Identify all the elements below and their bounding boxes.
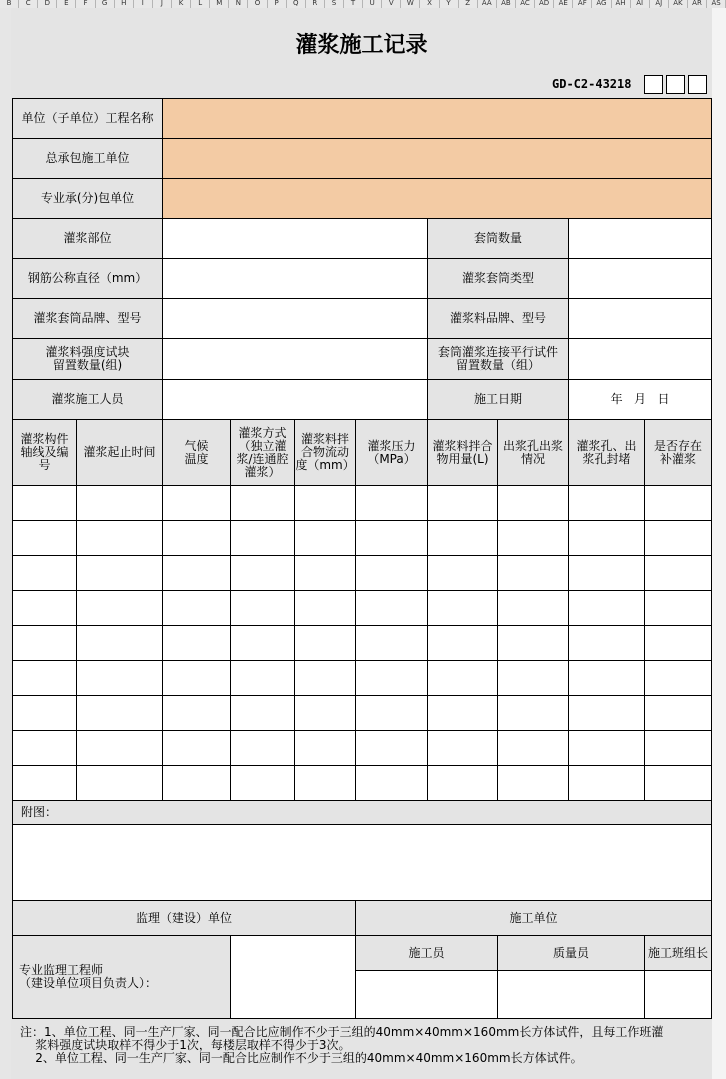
column-header-cell[interactable]: J [153, 0, 172, 8]
record-cell[interactable] [498, 556, 569, 591]
table-row [13, 766, 712, 801]
quality-inspector-signature[interactable] [498, 971, 645, 1019]
code-box-3[interactable] [688, 75, 707, 94]
record-cell[interactable] [498, 766, 569, 801]
record-cell[interactable] [498, 486, 569, 521]
record-cell[interactable] [356, 661, 428, 696]
label-personnel: 灌浆施工人员 [13, 380, 163, 420]
supervising-engineer-signature[interactable] [231, 936, 356, 1019]
record-cell[interactable] [163, 731, 231, 766]
column-header-cell[interactable]: C [19, 0, 38, 8]
column-header-cell[interactable]: F [76, 0, 95, 8]
record-cell[interactable] [428, 731, 498, 766]
col-header-outflow-l1: 出浆孔出浆 [503, 438, 564, 453]
record-cell[interactable] [77, 626, 163, 661]
record-cell[interactable] [428, 591, 498, 626]
record-cell[interactable] [295, 556, 356, 591]
record-cell[interactable] [428, 661, 498, 696]
record-cell[interactable] [231, 626, 295, 661]
code-box-2[interactable] [666, 75, 685, 94]
record-cell[interactable] [295, 591, 356, 626]
record-cell[interactable] [13, 626, 77, 661]
column-header-cell[interactable]: Z [459, 0, 478, 8]
parallel-specimens-line2: 留置数量（组） [456, 358, 541, 372]
col-header-fluidity-l1: 灌浆料拌 [301, 432, 350, 446]
column-header-cell[interactable]: Q [287, 0, 306, 8]
col-header-regrout [645, 420, 712, 486]
record-cell[interactable] [295, 486, 356, 521]
column-header-cell[interactable]: L [191, 0, 210, 8]
record-cell[interactable] [498, 731, 569, 766]
column-header-cell[interactable]: O [248, 0, 267, 8]
col-header-fluidity-l2: 合物流动 [301, 445, 350, 459]
record-cell[interactable] [231, 521, 295, 556]
column-header-cell[interactable]: M [210, 0, 229, 8]
col-header-temperature [163, 420, 231, 486]
column-header-cell[interactable]: AH [612, 0, 631, 8]
label-grout-brand: 灌浆料品牌、型号 [428, 299, 569, 339]
record-cell[interactable] [356, 486, 428, 521]
column-header-cell[interactable]: AF [573, 0, 592, 8]
column-header-cell[interactable]: T [344, 0, 363, 8]
record-cell[interactable] [231, 766, 295, 801]
record-cell[interactable] [356, 731, 428, 766]
label-strength-specimens [13, 339, 163, 380]
record-cell[interactable] [645, 591, 712, 626]
record-cell[interactable] [428, 521, 498, 556]
record-cell[interactable] [295, 731, 356, 766]
col-header-time [77, 420, 163, 486]
record-cell[interactable] [231, 556, 295, 591]
record-cell[interactable] [77, 661, 163, 696]
column-header-cell[interactable]: I [134, 0, 153, 8]
col-header-method [231, 420, 295, 486]
column-header-cell[interactable]: D [38, 0, 57, 8]
record-cell[interactable] [77, 486, 163, 521]
record-cell[interactable] [645, 766, 712, 801]
record-cell[interactable] [428, 626, 498, 661]
record-cell[interactable] [569, 626, 645, 661]
supervision-unit-label: 监理（建设）单位 [13, 901, 356, 936]
record-cell[interactable] [569, 661, 645, 696]
column-header-cell[interactable]: U [363, 0, 382, 8]
record-cell[interactable] [163, 591, 231, 626]
record-cell[interactable] [356, 626, 428, 661]
record-cell[interactable] [295, 521, 356, 556]
record-cell[interactable] [231, 731, 295, 766]
record-cell[interactable] [231, 591, 295, 626]
table-row [13, 486, 712, 521]
col-header-sealing [569, 420, 645, 486]
label-grout-location: 灌浆部位 [13, 219, 163, 259]
quality-inspector-label: 质量员 [498, 936, 645, 971]
column-header-cell[interactable]: E [57, 0, 76, 8]
grouting-record-table [12, 98, 712, 1019]
record-cell[interactable] [13, 486, 77, 521]
record-cell[interactable] [498, 521, 569, 556]
parallel-specimens-field[interactable] [569, 339, 712, 380]
record-cell[interactable] [77, 696, 163, 731]
column-header-cell[interactable]: AC [516, 0, 535, 8]
record-cell[interactable] [428, 556, 498, 591]
record-cell[interactable] [645, 486, 712, 521]
general-contractor-field[interactable] [163, 139, 712, 179]
column-header-cell[interactable]: W [401, 0, 420, 8]
team-leader-label: 施工班组长 [645, 936, 712, 971]
col-header-sealing-l2: 浆孔封堵 [582, 451, 631, 466]
column-header-cell[interactable]: V [382, 0, 401, 8]
column-header-cell[interactable]: AR [688, 0, 707, 8]
record-cell[interactable] [13, 556, 77, 591]
record-cell[interactable] [13, 591, 77, 626]
record-cell[interactable] [77, 731, 163, 766]
sub-contractor-field[interactable] [163, 179, 712, 219]
record-cell[interactable] [77, 766, 163, 801]
column-header-cell[interactable]: AD [535, 0, 554, 8]
col-header-temperature-l1: 气候 [184, 438, 209, 453]
record-cell[interactable] [163, 661, 231, 696]
team-leader-signature[interactable] [645, 971, 712, 1019]
col-header-sealing-l1: 灌浆孔、出 [576, 438, 637, 453]
record-cell[interactable] [645, 731, 712, 766]
record-cell[interactable] [231, 661, 295, 696]
col-header-volume-l1: 灌浆料拌合 [432, 438, 493, 453]
record-cell[interactable] [295, 766, 356, 801]
column-header-cell[interactable]: H [115, 0, 134, 8]
sleeve-brand-field[interactable] [163, 299, 428, 339]
worker-label: 施工员 [356, 936, 498, 971]
label-sub-contractor: 专业承(分)包单位 [13, 179, 163, 219]
record-cell[interactable] [645, 556, 712, 591]
col-header-time-l1: 灌浆起止时间 [83, 445, 156, 459]
record-cell[interactable] [13, 731, 77, 766]
table-row [13, 731, 712, 766]
column-header-cell[interactable]: AB [497, 0, 516, 8]
record-cell[interactable] [163, 556, 231, 591]
table-row [13, 556, 712, 591]
table-row [13, 696, 712, 731]
column-header-cell[interactable]: AK [669, 0, 688, 8]
attachment-area[interactable] [13, 825, 712, 901]
col-header-method-l4: 灌浆） [244, 464, 281, 479]
col-header-regrout-l1: 是否存在 [654, 438, 703, 453]
record-cell[interactable] [645, 661, 712, 696]
record-cell[interactable] [569, 766, 645, 801]
col-header-component-l2: 轴线及编 [20, 445, 69, 459]
record-cell[interactable] [356, 591, 428, 626]
table-row [13, 521, 712, 556]
construction-unit-label: 施工单位 [356, 901, 712, 936]
label-sleeve-type: 灌浆套筒类型 [428, 259, 569, 299]
column-header-cell[interactable]: AJ [650, 0, 669, 8]
label-sleeve-brand: 灌浆套筒品牌、型号 [13, 299, 163, 339]
record-cell[interactable] [231, 486, 295, 521]
col-header-outflow [498, 420, 569, 486]
label-parallel-specimens [428, 339, 569, 380]
record-cell[interactable] [498, 626, 569, 661]
record-cell[interactable] [231, 696, 295, 731]
strength-specimens-line2: 留置数量(组) [52, 358, 123, 372]
parallel-specimens-line1: 套筒灌浆连接平行试件 [438, 345, 559, 359]
record-cell[interactable] [356, 696, 428, 731]
label-sleeve-quantity: 套筒数量 [428, 219, 569, 259]
record-cell[interactable] [569, 731, 645, 766]
strength-specimens-field[interactable] [163, 339, 428, 380]
col-header-temperature-l2: 温度 [184, 451, 209, 466]
record-cell[interactable] [13, 521, 77, 556]
column-header-cell[interactable]: G [96, 0, 115, 8]
col-header-pressure [356, 420, 428, 486]
column-header-cell[interactable]: K [172, 0, 191, 8]
record-cell[interactable] [356, 521, 428, 556]
label-rebar-diameter: 钢筋公称直径（mm） [13, 259, 163, 299]
column-header-cell[interactable]: P [268, 0, 287, 8]
record-cell[interactable] [295, 696, 356, 731]
col-header-component [13, 420, 77, 486]
grout-brand-field[interactable] [569, 299, 712, 339]
record-cell[interactable] [295, 661, 356, 696]
label-general-contractor: 总承包施工单位 [13, 139, 163, 179]
record-cell[interactable] [163, 626, 231, 661]
record-cell[interactable] [77, 521, 163, 556]
column-header-cell[interactable]: AA [478, 0, 497, 8]
record-cell[interactable] [163, 766, 231, 801]
construction-date-field[interactable]: 年 月 日 [569, 380, 712, 420]
supervising-engineer-line2: （建设单位项目负责人）： [19, 976, 158, 990]
record-cell[interactable] [77, 556, 163, 591]
record-cell[interactable] [569, 521, 645, 556]
table-row [13, 661, 712, 696]
sleeve-quantity-field[interactable] [569, 219, 712, 259]
col-header-component-l1: 灌浆构件 [20, 432, 69, 446]
record-cell[interactable] [163, 486, 231, 521]
col-header-method-l1: 灌浆方式 [238, 425, 287, 440]
record-cell[interactable] [498, 661, 569, 696]
rebar-diameter-field[interactable] [163, 259, 428, 299]
record-cell[interactable] [356, 766, 428, 801]
record-cell[interactable] [645, 521, 712, 556]
record-cell[interactable] [498, 591, 569, 626]
label-construction-date: 施工日期 [428, 380, 569, 420]
col-header-method-l2: （独立灌 [238, 438, 287, 453]
column-header-cell[interactable]: AG [592, 0, 611, 8]
record-cell[interactable] [295, 626, 356, 661]
col-header-pressure-l1: 灌浆压力 [367, 438, 416, 453]
sheet-right-margin [712, 8, 726, 1079]
notes [20, 1026, 663, 1065]
note-line-3: 2、单位工程、同一生产厂家、同一配合比应制作不少于三组的40mm×40mm×160mm长方体试件。 [20, 1051, 583, 1065]
record-cell[interactable] [163, 696, 231, 731]
grout-location-field[interactable] [163, 219, 428, 259]
page-title: 灌浆施工记录 [295, 32, 428, 58]
column-header-cell[interactable]: Y [440, 0, 459, 8]
form-code: GD-C2-43218 [552, 77, 632, 91]
record-cell[interactable] [569, 556, 645, 591]
record-cell[interactable] [569, 486, 645, 521]
sleeve-type-field[interactable] [569, 259, 712, 299]
col-header-fluidity-l3: 度（mm） [295, 458, 355, 472]
record-cell[interactable] [77, 591, 163, 626]
col-header-pressure-l2: （MPa） [367, 451, 416, 466]
col-header-fluidity [295, 420, 356, 486]
column-header-cell[interactable]: R [306, 0, 325, 8]
note-line-1: 注：1、单位工程、同一生产厂家、同一配合比应制作不少于三组的40mm×40mm×160mm长方体试件，且每工作班灌 [20, 1025, 664, 1039]
col-header-volume-l2: 物用量(L) [436, 451, 489, 466]
record-cell[interactable] [569, 696, 645, 731]
record-rows [13, 486, 712, 801]
attachment-label: 附图： [13, 801, 712, 825]
column-header-cell[interactable]: B [0, 0, 19, 8]
record-cell[interactable] [498, 696, 569, 731]
column-header-cell[interactable]: X [420, 0, 439, 8]
record-cell[interactable] [428, 696, 498, 731]
col-header-component-l3: 号 [38, 458, 51, 472]
record-cell[interactable] [13, 766, 77, 801]
column-header-cell[interactable]: AE [554, 0, 573, 8]
note-line-2: 浆料强度试块取样不得少于1次，每楼层取样不得少于3次。 [20, 1038, 351, 1052]
supervising-engineer-label [13, 936, 231, 1019]
code-box-1[interactable] [644, 75, 663, 94]
worker-signature[interactable] [356, 971, 498, 1019]
col-header-regrout-l2: 补灌浆 [660, 451, 697, 466]
table-row [13, 591, 712, 626]
record-cell[interactable] [569, 591, 645, 626]
supervising-engineer-line1: 专业监理工程师 [19, 963, 104, 977]
record-cell[interactable] [13, 696, 77, 731]
table-row [13, 626, 712, 661]
record-cell[interactable] [645, 626, 712, 661]
col-header-method-l3: 浆/连通腔 [236, 451, 289, 466]
record-cell[interactable] [163, 521, 231, 556]
column-header-row [13, 420, 712, 486]
col-header-volume [428, 420, 498, 486]
record-cell[interactable] [428, 766, 498, 801]
unit-project-name-field[interactable] [163, 99, 712, 139]
column-header-cell[interactable]: AS [707, 0, 726, 8]
record-cell[interactable] [645, 696, 712, 731]
column-header-cell[interactable]: AI [631, 0, 650, 8]
column-header-cell[interactable]: S [325, 0, 344, 8]
column-header-cell[interactable]: N [229, 0, 248, 8]
strength-specimens-line1: 灌浆料强度试块 [45, 345, 130, 359]
record-cell[interactable] [428, 486, 498, 521]
record-cell[interactable] [356, 556, 428, 591]
record-cell[interactable] [13, 661, 77, 696]
col-header-outflow-l2: 情况 [521, 451, 546, 466]
personnel-field[interactable] [163, 380, 428, 420]
label-unit-project-name: 单位（子单位）工程名称 [13, 99, 163, 139]
